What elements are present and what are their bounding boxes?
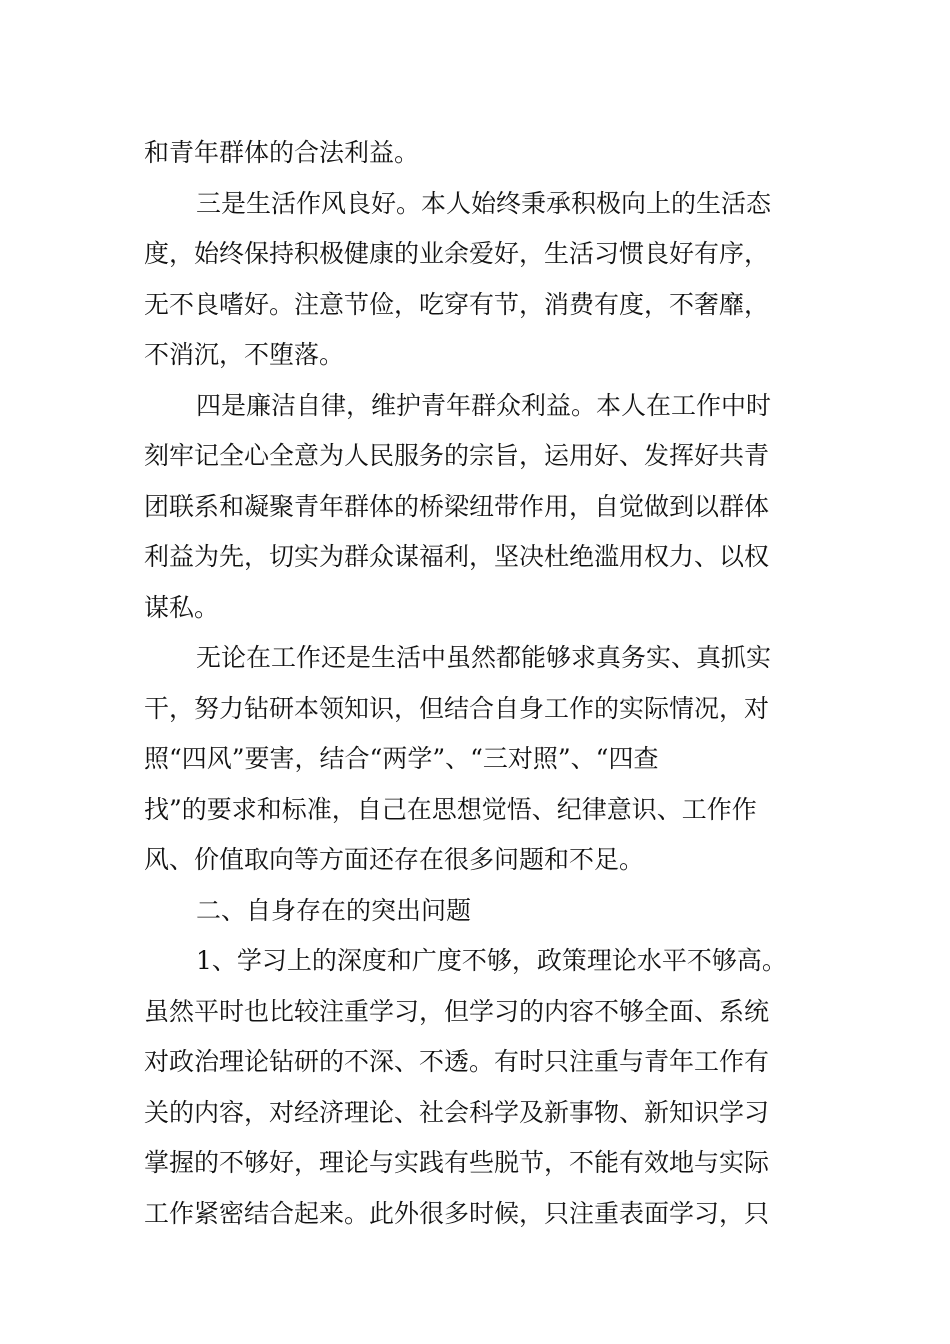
text-line: 干，努力钻研本领知识，但结合自身工作的实际情况，对	[144, 693, 770, 723]
text-line: 找”的要求和标准，自己在思想觉悟、纪律意识、工作作	[144, 794, 757, 824]
text-line: 利益为先，切实为群众谋福利，坚决杜绝滥用权力、以权	[144, 542, 770, 571]
text-line: 团联系和凝聚青年群体的桥梁纽带作用，自觉做到以群体	[144, 491, 770, 521]
text-line: 风、价值取向等方面还存在很多问题和不足。	[144, 845, 645, 874]
text-line: 对政治理论钻研的不深、不透。有时只注重与青年工作有	[144, 1047, 770, 1076]
text-line: 照“四风”要害，结合“两学”、“三对照”、“四查	[144, 744, 659, 773]
text-line: 不消沉，不堕落。	[144, 340, 345, 369]
text-line: 掌握的不够好，理论与实践有些脱节，不能有效地与实际	[144, 1148, 770, 1177]
text-line: 和青年群体的合法利益。	[144, 138, 420, 167]
text-line: 1、学习上的深度和广度不够，政策理论水平不够高。	[196, 946, 787, 975]
text-line: 关的内容，对经济理论、社会科学及新事物、新知识学习	[144, 1097, 770, 1127]
text-line: 无论在工作还是生活中虽然都能够求真务实、真抓实	[196, 643, 772, 672]
text-line: 工作紧密结合起来。此外很多时候，只注重表面学习，只	[144, 1198, 770, 1228]
text-line: 谋私。	[144, 592, 220, 622]
text-line: 度，始终保持积极健康的业余爱好，生活习惯良好有序，	[144, 239, 770, 268]
text-line: 刻牢记全心全意为人民服务的宗旨，运用好、发挥好共青	[144, 441, 770, 470]
section-heading: 二、自身存在的突出问题	[196, 895, 472, 925]
text-line: 虽然平时也比较注重学习，但学习的内容不够全面、系统	[144, 996, 770, 1026]
text-line: 三是生活作风良好。本人始终秉承积极向上的生活态	[196, 188, 772, 218]
body-text	[144, 128, 806, 1239]
text-line: 无不良嗜好。注意节俭，吃穿有节，消费有度，不奢靡，	[144, 289, 770, 319]
text-line: 四是廉洁自律，维护青年群众利益。本人在工作中时	[196, 390, 772, 420]
